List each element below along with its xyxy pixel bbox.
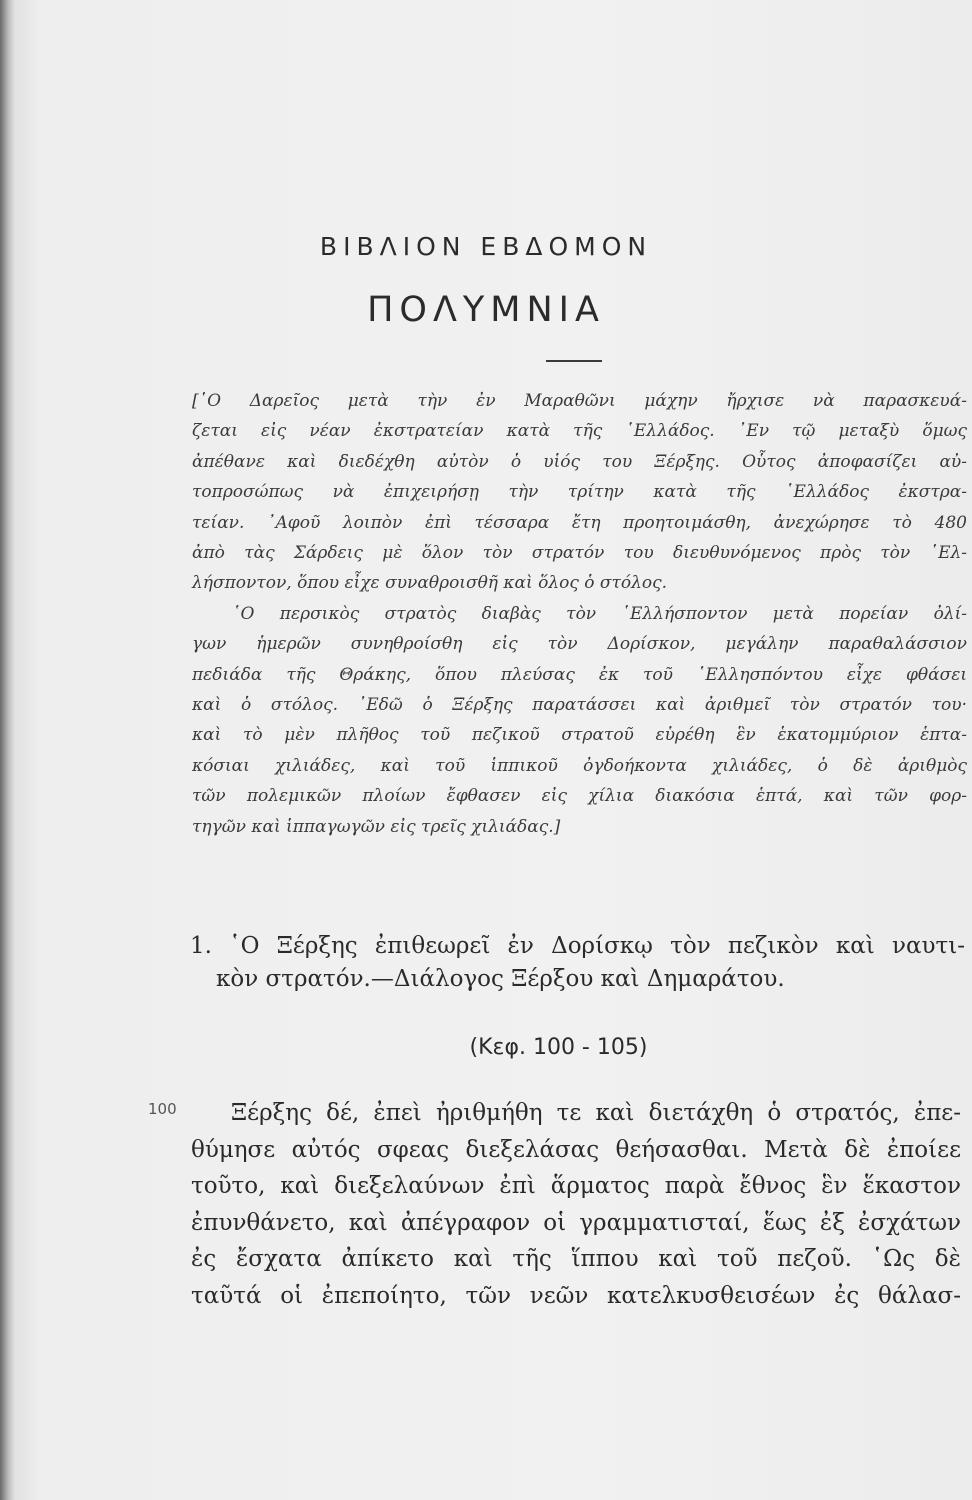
section-heading (190, 930, 965, 996)
body-line: θύμησε αὐτός σφεας διεξελάσας θεήσασθαι. Μετὰ δὲ ἐποίεε (191, 1136, 961, 1163)
summary-line: ῾Ο περσικὸς στρατὸς διαβὰς τὸν ῾Ελλήσποντον μετὰ πορείαν ὀλί- (232, 603, 967, 624)
summary-line: ἀπὸ τὰς Σάρδεις μὲ ὅλον τὸν στρατόν του διευθυνόμενος πρὸς τὸν ῾Ελ- (192, 543, 967, 564)
body-line: ἐπυνθάνετο, καὶ ἀπέγραφον οἱ γραμματισταί, ἕως ἐξ ἐσχάτων (191, 1209, 961, 1236)
section-heading-line: κὸν στρατόν.—Διάλογος Ξέρξου καὶ Δημαράτου. (216, 966, 785, 992)
chapter-range: (Κεφ. 100 - 105) (469, 1035, 648, 1060)
summary-line: τείαν. ᾿Αφοῦ λοιπὸν ἐπὶ τέσσαρα ἔτη προητοιμάσθη, ἀνεχώρησε τὸ 480 (192, 512, 967, 533)
summary-line: ζεται εἰς νέαν ἐκστρατείαν κατὰ τῆς ῾Ελλάδος. ᾿Εν τῷ μεταξὺ ὅμως (192, 421, 967, 442)
book-spine-shadow (0, 0, 14, 1500)
summary-line: καὶ τὸ μὲν πλῆθος τοῦ πεζικοῦ στρατοῦ εὑρέθη ἓν ἑκατομμύριον ἑπτα- (192, 725, 967, 746)
book-title-heading: ΠΟΛΥΜΝΙΑ (367, 290, 605, 330)
title-divider-rule (546, 360, 602, 362)
book-number-heading: ΒΙΒΛΙΟΝ ΕΒΔΟΜΟΝ (319, 232, 653, 261)
section-heading-line: 1. ῾Ο Ξέρξης ἐπιθεωρεῖ ἐν Δορίσκῳ τὸν πεζικὸν καὶ ναυτι- (190, 933, 965, 959)
summary-line: τοπροσώπως νὰ ἐπιχειρήσῃ τὴν τρίτην κατὰ τῆς ῾Ελλάδος ἐκστρα- (192, 482, 967, 503)
margin-chapter-number: 100 (148, 1100, 177, 1118)
body-line: τοῦτο, καὶ διεξελαύνων ἐπὶ ἅρματος παρὰ ἔθνος ἓν ἕκαστον (191, 1173, 961, 1199)
summary-paragraph (192, 386, 967, 842)
summary-line: [῾Ο Δαρεῖος μετὰ τὴν ἐν Μαραθῶνι μάχην ἤρχισε νὰ παρασκευά- (192, 391, 967, 411)
summary-line: τῶν πολεμικῶν πλοίων ἔφθασεν εἰς χίλια διακόσια ἑπτά, καὶ τῶν φορ- (192, 786, 967, 807)
summary-line: ἀπέθανε καὶ διεδέχθη αὐτὸν ὁ υἱός του Ξέρξης. Οὗτος ἀποφασίζει αὐ- (192, 451, 967, 472)
body-line: ἐς ἔσχατα ἀπίκετο καὶ τῆς ἵππου καὶ τοῦ πεζοῦ. ῾Ως δὲ (191, 1246, 961, 1272)
summary-line: κόσιαι χιλιάδες, καὶ τοῦ ἱππικοῦ ὀγδοήκοντα χιλιάδες, ὁ δὲ ἀριθμὸς (192, 755, 967, 776)
summary-line: πεδιάδα τῆς Θράκης, ὅπου πλεύσας ἐκ τοῦ ῾Ελλησπόντου εἶχε φθάσει (192, 664, 967, 685)
summary-line: λήσποντον, ὅπου εἶχε συναθροισθῆ καὶ ὅλος ὁ στόλος. (192, 573, 668, 594)
greek-text-paragraph (191, 1095, 961, 1314)
body-line: ταῦτά οἱ ἐπεποίητο, τῶν νεῶν κατελκυσθεισέων ἐς θάλασ- (191, 1282, 961, 1309)
summary-line: καὶ ὁ στόλος. ᾿Εδῶ ὁ Ξέρξης παρατάσσει καὶ ἀριθμεῖ τὸν στρατόν του· (192, 695, 967, 716)
body-line: Ξέρξης δέ, ἐπεὶ ἠριθμήθη τε καὶ διετάχθη ὁ στρατός, ἐπε- (231, 1100, 961, 1126)
summary-line: τηγῶν καὶ ἱππαγωγῶν εἰς τρεῖς χιλιάδας.] (192, 816, 561, 837)
summary-line: γων ἡμερῶν συνηθροίσθη εἰς τὸν Δορίσκον, μεγάλην παραθαλάσσιον (192, 634, 967, 655)
